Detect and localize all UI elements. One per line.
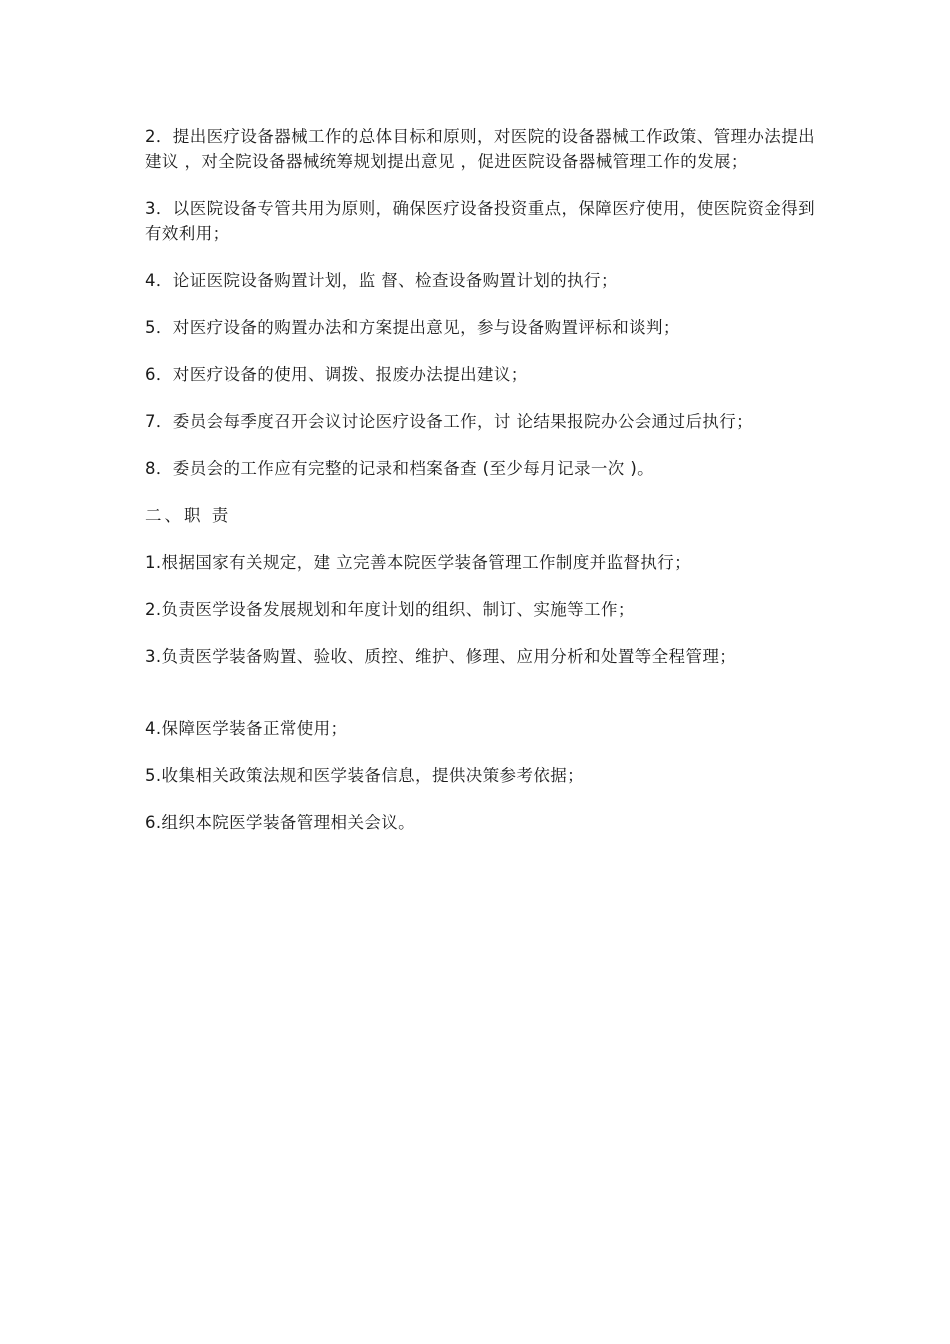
duty-item-2: 2.负责医学设备发展规划和年度计划的组织、制订、实施等工作； — [145, 600, 635, 619]
committee-item-5: 5．对医疗设备的购置办法和方案提出意见，参与设备购置评标和谈判； — [145, 318, 680, 337]
document-body — [145, 124, 820, 857]
duty-item-3: 3.负责医学装备购置、验收、质控、维护、修理、应用分析和处置等全程管理； — [145, 647, 737, 666]
duty-item-1: 1.根据国家有关规定，建 立完善本院医学装备管理工作制度并监督执行； — [145, 553, 692, 572]
committee-item-3: 3．以医院设备专管共用为原则，确保医疗设备投资重点，保障医疗使用，使医院资金得到有效利用； — [145, 199, 815, 243]
section-heading-duties: 二、职 责 — [145, 506, 232, 525]
duty-item-6: 6.组织本院医学装备管理相关会议。 — [145, 813, 416, 832]
duty-item-4: 4.保障医学装备正常使用； — [145, 719, 348, 738]
duty-item-5: 5.收集相关政策法规和医学装备信息，提供决策参考依据； — [145, 766, 585, 785]
committee-item-7: 7．委员会每季度召开会议讨论医疗设备工作，讨 论结果报院办公会通过后执行； — [145, 412, 754, 431]
committee-item-4: 4．论证医院设备购置计划，监 督、检查设备购置计划的执行； — [145, 271, 618, 290]
committee-item-8: 8．委员会的工作应有完整的记录和档案备查 (至少每月记录一次 )。 — [145, 459, 655, 478]
committee-item-2: 2．提出医疗设备器械工作的总体目标和原则，对医院的设备器械工作政策、管理办法提出建议 ，对全院设备器械统筹规划提出意见 ，促进医院设备器械管理工作的发展； — [145, 127, 815, 171]
committee-item-6: 6．对医疗设备的使用、调拨、报废办法提出建议； — [145, 365, 528, 384]
